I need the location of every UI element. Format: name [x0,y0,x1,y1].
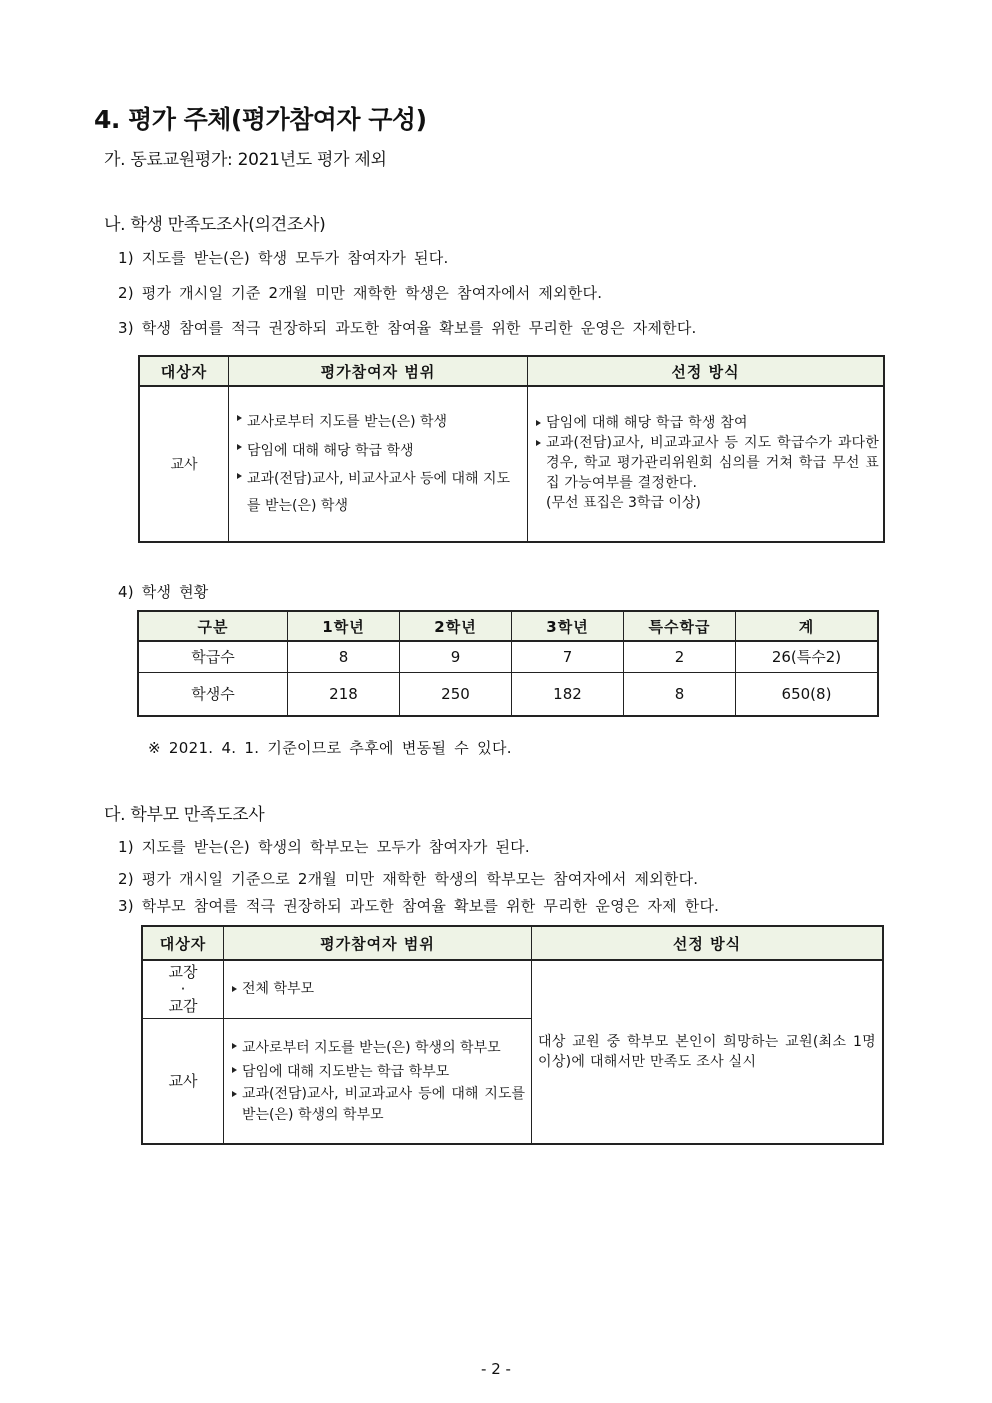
label-principal: 교장 [168,962,198,981]
status-note: ※ 2021. 4. 1. 기준이므로 추후에 변동될 수 있다. [148,739,512,757]
status-header: 3학년 [512,611,624,641]
student-participant-table [138,355,885,543]
status-header: 2학년 [400,611,512,641]
section-na-title: 나. 학생 만족도조사(의견조사) [104,215,326,235]
section-da-title: 다. 학부모 만족도조사 [104,805,265,825]
na-item-3: 3) 학생 참여를 적극 권장하되 과도한 참여율 확보를 위한 무리한 운영은 자제한다. [118,319,697,337]
method-text: 대상 교원 중 학부모 본인이 희망하는 교원(최소 1명 이상)에 대해서만 만족도 조사 실시 [538,1034,876,1070]
student-status-table [137,610,879,717]
scope-cell [224,960,532,1018]
scope-item: 교사로부터 지도를 받는(은) 학생 [237,408,521,437]
status-cell: 9 [400,641,512,672]
method-cell [532,960,884,1144]
status-cell: 182 [512,672,624,716]
method-cell [528,386,885,542]
status-header: 계 [736,611,879,641]
status-cell: 250 [400,672,512,716]
parent-participant-table [141,925,884,1145]
method-item: 교과(전담)교사, 비교과교사 등 지도 학급수가 과다한 경우, 학교 평가관리위원회 심의를 거쳐 학급 무선 표집 가능여부를 결정한다. [536,433,879,493]
page-number: - 2 - [481,1360,511,1378]
label-vice-principal: 교감 [168,996,198,1015]
method-note: (무선 표집은 3학급 이상) [546,495,701,511]
row-label-teacher: 교사 [142,1018,224,1144]
row-label-principal [142,960,224,1018]
status-cell: 2 [624,641,736,672]
na-item-2: 2) 평가 개시일 기준 2개월 미만 재학한 학생은 참여자에서 제외한다. [118,284,603,302]
status-header: 특수학급 [624,611,736,641]
status-cell: 218 [288,672,400,716]
page-title: 4. 평가 주체(평가참여자 구성) [94,105,427,134]
student-status-title: 4) 학생 현황 [118,583,209,601]
status-cell: 8 [624,672,736,716]
status-cell: 학생수 [138,672,288,716]
scope-cell [224,1018,532,1144]
table-row [138,641,878,672]
da-item-2: 2) 평가 개시일 기준으로 2개월 미만 재학한 학생의 학부모는 참여자에서 제외한다. [118,870,699,888]
da-item-3: 3) 학부모 참여를 적극 권장하되 과도한 참여율 확보를 위한 무리한 운영은 자제 한다. [118,897,720,915]
header-scope: 평가참여자 범위 [224,926,532,960]
header-target: 대상자 [139,356,229,386]
status-header: 1학년 [288,611,400,641]
status-cell: 26(특수2) [736,641,879,672]
header-target: 대상자 [142,926,224,960]
scope-cell [229,386,528,542]
na-item-1: 1) 지도를 받는(은) 학생 모두가 참여자가 된다. [118,249,449,267]
header-scope: 평가참여자 범위 [229,356,528,386]
status-cell: 학급수 [138,641,288,672]
header-method: 선정 방식 [528,356,885,386]
row-label-teacher: 교사 [139,386,229,542]
status-header: 구분 [138,611,288,641]
status-cell: 7 [512,641,624,672]
header-method: 선정 방식 [532,926,884,960]
scope-item: 담임에 대해 지도받는 학급 학부모 [232,1060,525,1084]
label-separator: · [180,979,186,998]
scope-item: 교과(전담)교사, 비교과교사 등에 대해 지도를 받는(은) 학생의 학부모 [232,1084,525,1126]
da-item-1: 1) 지도를 받는(은) 학생의 학부모는 모두가 참여자가 된다. [118,838,530,856]
table-row [138,672,878,716]
section-ga: 가. 동료교원평가: 2021년도 평가 제외 [104,150,387,170]
status-cell: 650(8) [736,672,879,716]
scope-item: 담임에 대해 해당 학급 학생 [237,437,521,466]
scope-item: 교사로부터 지도를 받는(은) 학생의 학부모 [232,1036,525,1060]
scope-item: 교과(전담)교사, 비교사교사 등에 대해 지도를 받는(은) 학생 [237,466,517,520]
status-cell: 8 [288,641,400,672]
scope-item: 전체 학부모 [232,979,525,999]
method-item: 담임에 대해 해당 학급 학생 참여 [536,413,879,433]
